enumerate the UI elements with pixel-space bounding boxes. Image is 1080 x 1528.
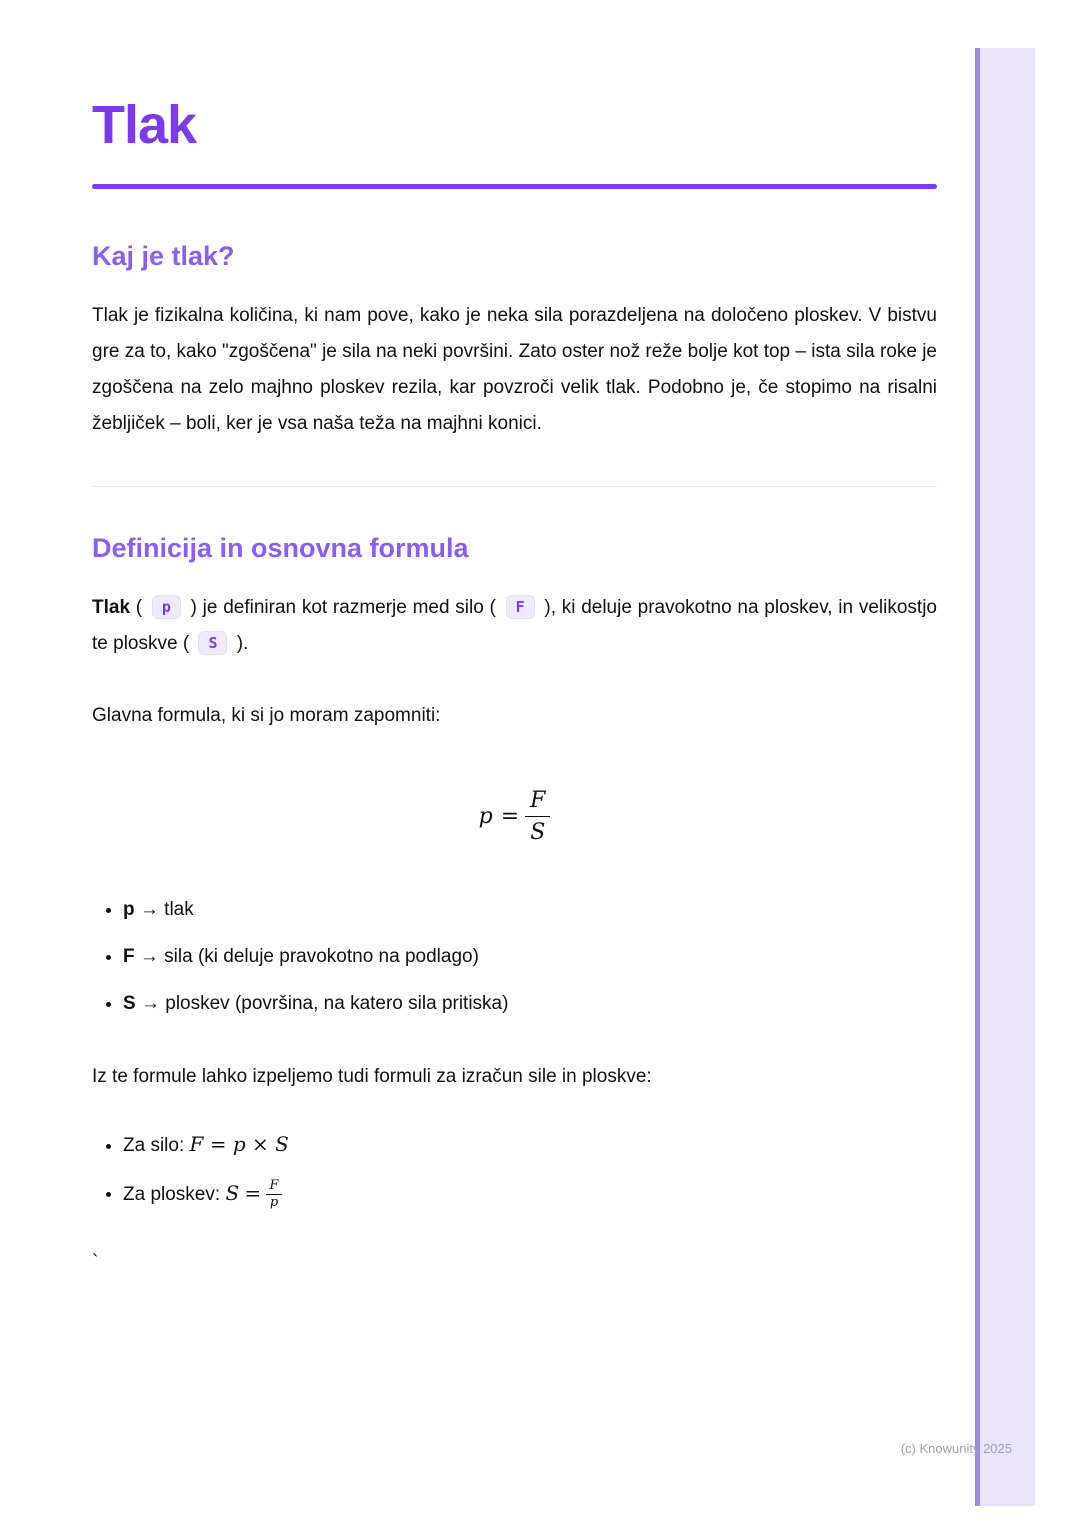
arrow-glyph: → — [139, 945, 159, 967]
arrow-glyph: → — [139, 898, 159, 920]
main-formula — [92, 788, 937, 846]
derived-formula-sila: F = p × S — [189, 1131, 289, 1156]
list-item — [123, 1131, 937, 1159]
derived-formulas-list — [92, 1131, 937, 1211]
derived-formula-ploskev-lhs: S — [225, 1180, 240, 1205]
section-divider — [92, 486, 937, 487]
derived-intro-paragraph: Iz te formule lahko izpeljemo tudi formuli za izračun sile in ploskve: — [92, 1065, 652, 1087]
text-fragment: ), ki deluje pravokotno na ploskev, in velikostjo te ploskve ( — [92, 597, 937, 654]
derived-numerator: F — [266, 1179, 281, 1195]
derived-formula-fraction — [266, 1179, 281, 1211]
arrow-glyph: → — [140, 992, 160, 1014]
formula-intro-paragraph: Glavna formula, ki si jo moram zapomniti: — [92, 705, 441, 726]
formula-lhs: p — [478, 803, 493, 829]
page-title: Tlak — [92, 95, 197, 155]
formula-fraction — [525, 788, 550, 846]
footer-credit: (c) Knowunity 2025 — [900, 1441, 1012, 1456]
derived-label: Za ploskev: — [123, 1183, 221, 1205]
intro-paragraph: Tlak je fizikalna količina, ki nam pove, kako je neka sila porazdeljena na določeno ploskev. V bistvu gre za to, kako "zgoščena" je sila na neki površini. Zato oster nož reže bolje kot top – ista sila roke je zgoščena na zelo majhno ploskev rezila, kar povzroči velik tlak. Podobno je, če stopimo na risalni žebljiček – boli, ker je vsa naša teža na majhni konici. — [92, 305, 937, 434]
text-fragment: ). — [231, 633, 249, 654]
text-fragment: ( — [130, 597, 148, 618]
symbol-legend-list — [92, 896, 937, 1017]
list-item — [123, 943, 937, 970]
text-fragment: ) je definiran kot razmerje med silo ( — [184, 597, 502, 618]
title-rule — [92, 184, 937, 189]
derived-denominator: p — [269, 1194, 279, 1210]
symbol-f: F — [123, 945, 135, 967]
symbol-s: S — [123, 992, 136, 1014]
section-heading-definicija: Definicija in osnovna formula — [92, 533, 469, 563]
list-item — [123, 1179, 937, 1211]
section-heading-kaj-je-tlak: Kaj je tlak? — [92, 241, 235, 271]
definition-paragraph — [92, 590, 937, 662]
symbol-description: sila (ki deluje pravokotno na podlago) — [164, 945, 479, 967]
definition-term: Tlak — [92, 597, 131, 618]
symbol-description: tlak — [164, 898, 194, 920]
stray-backtick: ` — [92, 1252, 99, 1274]
formula-equals: = — [500, 803, 520, 829]
symbol-description: ploskev (površina, na katero sila pritiska) — [165, 992, 509, 1014]
formula-denominator: S — [530, 820, 546, 846]
code-badge-f: F — [506, 595, 535, 619]
list-item — [123, 990, 937, 1017]
code-badge-s: S — [198, 631, 227, 655]
symbol-p: p — [123, 898, 135, 920]
code-badge-p: p — [152, 595, 181, 619]
derived-label: Za silo: — [123, 1134, 185, 1156]
list-item — [123, 896, 937, 923]
formula-numerator: F — [525, 788, 550, 817]
derived-formula-equals: = — [244, 1180, 262, 1205]
